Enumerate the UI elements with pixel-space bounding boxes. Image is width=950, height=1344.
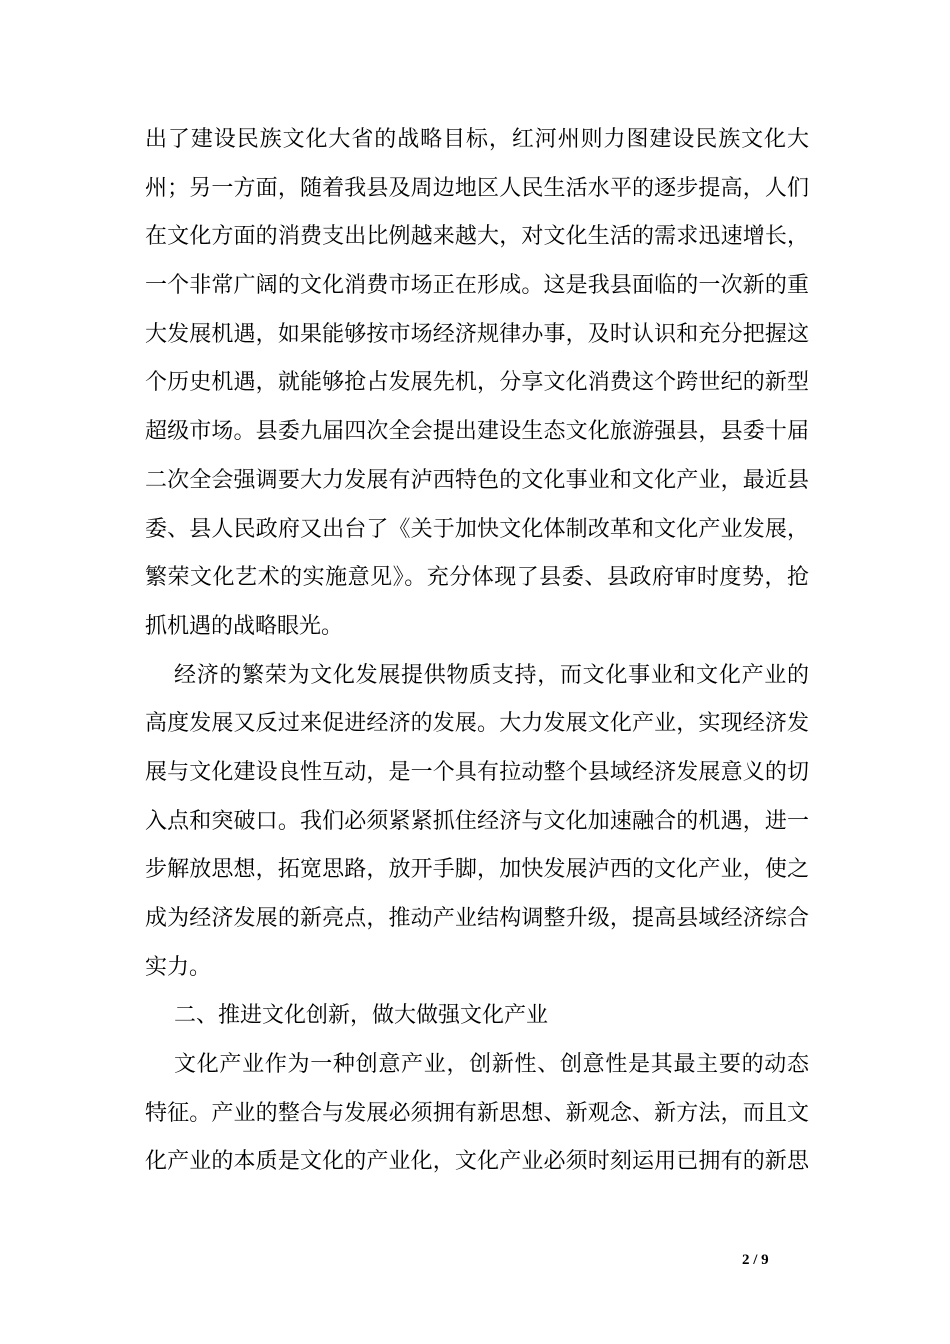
text-line: 步解放思想，拓宽思路，放开手脚，加快发展泸西的文化产业，使之	[145, 857, 810, 883]
text-line: 超级市场。县委九届四次全会提出建设生态文化旅游强县，县委十届	[145, 419, 810, 445]
text-line: 抓机遇的战略眼光。	[145, 613, 344, 639]
text-line: 繁荣文化艺术的实施意见》。充分体现了县委、县政府审时度势，抢	[145, 565, 810, 591]
text-line: 一个非常广阔的文化消费市场正在形成。这是我县面临的一次新的重	[145, 273, 810, 299]
text-line: 二、推进文化创新，做大做强文化产业	[174, 1003, 549, 1029]
page-number: 2 / 9	[742, 1252, 769, 1268]
text-line: 化产业的本质是文化的产业化，文化产业必须时刻运用已拥有的新思	[145, 1149, 810, 1175]
body-text	[145, 116, 809, 1187]
text-line: 高度发展又反过来促进经济的发展。大力发展文化产业，实现经济发	[145, 711, 810, 737]
text-line: 二次全会强调要大力发展有泸西特色的文化事业和文化产业，最近县	[145, 467, 810, 493]
text-line: 委、县人民政府又出台了《关于加快文化体制改革和文化产业发展，	[145, 516, 810, 542]
text-line: 特征。产业的整合与发展必须拥有新思想、新观念、新方法，而且文	[145, 1100, 810, 1126]
text-line: 个历史机遇，就能够抢占发展先机，分享文化消费这个跨世纪的新型	[145, 370, 810, 396]
text-line: 州；另一方面，随着我县及周边地区人民生活水平的逐步提高，人们	[145, 175, 810, 201]
text-line: 实力。	[145, 954, 212, 980]
text-line: 大发展机遇，如果能够按市场经济规律办事，及时认识和充分把握这	[145, 321, 810, 347]
text-line: 经济的繁荣为文化发展提供物质支持，而文化事业和文化产业的	[174, 662, 810, 688]
text-line: 入点和突破口。我们必须紧紧抓住经济与文化加速融合的机遇，进一	[145, 808, 810, 834]
text-line: 出了建设民族文化大省的战略目标，红河州则力图建设民族文化大	[145, 127, 810, 152]
text-line: 成为经济发展的新亮点，推动产业结构调整升级，提高县域经济综合	[145, 906, 810, 931]
text-line: 在文化方面的消费支出比例越来越大，对文化生活的需求迅速增长，	[145, 224, 810, 250]
text-line: 文化产业作为一种创意产业，创新性、创意性是其最主要的动态	[174, 1052, 810, 1078]
text-line: 展与文化建设良性互动，是一个具有拉动整个县域经济发展意义的切	[145, 759, 810, 785]
